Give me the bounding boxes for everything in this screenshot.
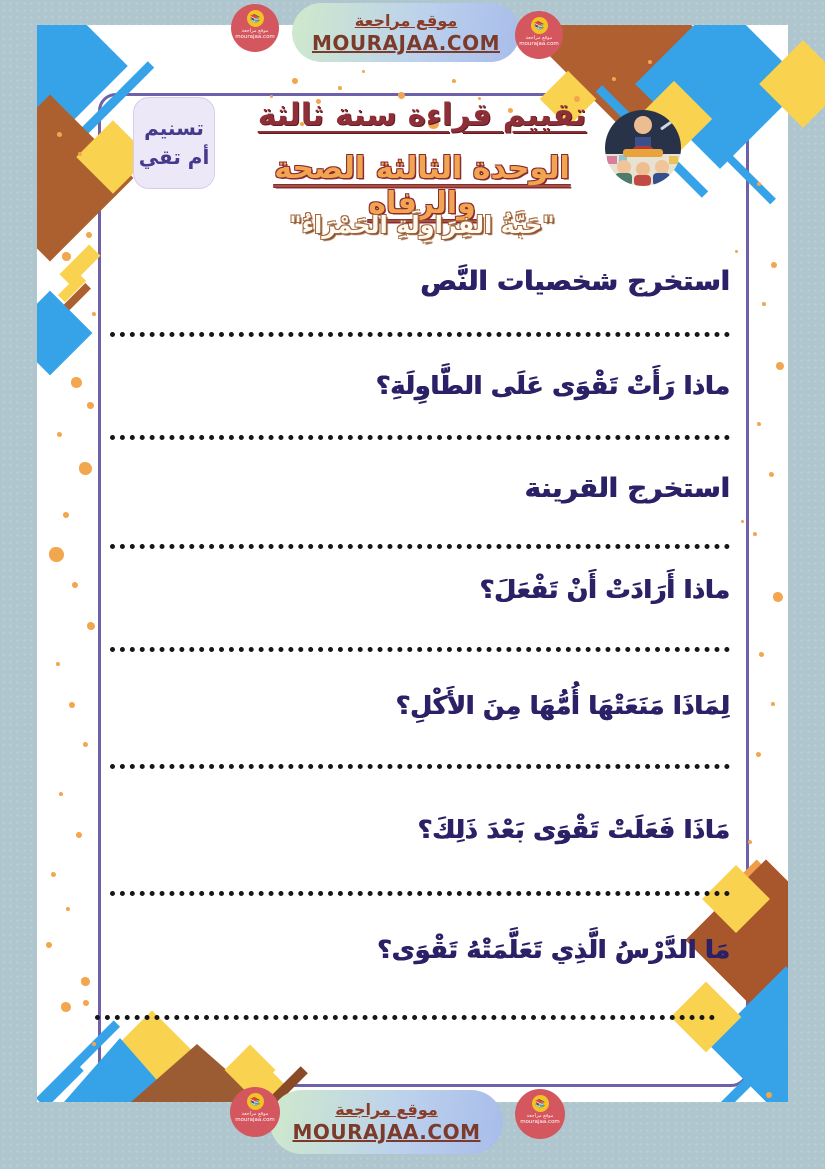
decor-splatter-dot <box>92 312 96 316</box>
decor-splatter-dot <box>56 662 60 666</box>
badge-site-domain: mourajaa.com <box>520 1119 560 1125</box>
decor-splatter-dot <box>59 792 63 796</box>
mourajaa-badge <box>230 1087 280 1137</box>
story-title: "حَبَّةُ الفِرَاوِلَةِ الحَمْرَاءُ" <box>289 211 555 239</box>
badge-site-name: موقع مراجعة <box>241 1111 269 1117</box>
decor-splatter-dot <box>63 512 69 518</box>
decor-splatter-dot <box>51 872 56 877</box>
answer-line-5 <box>110 764 730 769</box>
decor-splatter-dot <box>86 232 92 238</box>
book-icon: 📚 <box>532 1095 549 1112</box>
decor-splatter-dot <box>612 77 616 81</box>
decor-splatter-dot <box>71 377 82 388</box>
question-5: لِمَاذَا مَنَعَتْهَا أُمُّهَا مِنَ الأَكْلِ؟ <box>395 691 730 720</box>
decor-splatter-dot <box>79 462 92 475</box>
question-7: مَا الدَّرْسُ الَّذِي تَعَلَّمَتْهُ تَقْوَى؟ <box>377 935 730 964</box>
question-4: ماذا أَرَادَتْ أَنْ تَفْعَلَ؟ <box>479 575 730 604</box>
decor-splatter-dot <box>756 752 761 757</box>
decor-splatter-dot <box>72 582 78 588</box>
student-name-box <box>133 97 215 189</box>
decor-splatter-dot <box>66 907 70 911</box>
decor-splatter-dot <box>57 132 62 137</box>
decor-splatter-dot <box>69 702 75 708</box>
decor-splatter-dot <box>648 60 652 64</box>
site-name-arabic: موقع مراجعة <box>335 1100 438 1119</box>
decor-splatter-dot <box>362 70 365 73</box>
unit-title: الوحدة الثالثة الصحة والرفاه <box>274 151 570 221</box>
decor-splatter-dot <box>748 840 752 844</box>
decor-splatter-dot <box>292 78 298 84</box>
avatar-image <box>605 110 681 186</box>
question-6: مَاذَا فَعَلَتْ تَقْوَى بَعْدَ ذَلِكَ؟ <box>417 815 730 844</box>
badge-site-domain: mourajaa.com <box>235 1117 275 1123</box>
badge-site-name: موقع مراجعة <box>526 1113 554 1119</box>
decor-splatter-dot <box>87 402 94 409</box>
mourajaa-badge <box>515 11 563 59</box>
decor-splatter-dot <box>773 592 783 602</box>
decor-splatter-dot <box>92 1042 96 1046</box>
question-1: استخرج شخصيات النَّص <box>420 266 730 297</box>
page-title: تقييم قراءة سنة ثالثة <box>257 97 587 133</box>
avatar-illustration <box>605 110 681 186</box>
decor-splatter-dot <box>76 832 82 838</box>
decor-splatter-dot <box>741 520 744 523</box>
decor-splatter-dot <box>766 1092 772 1098</box>
mourajaa-badge <box>231 4 279 52</box>
decor-splatter-dot <box>757 422 761 426</box>
badge-site-domain: mourajaa.com <box>519 41 559 47</box>
decor-splatter-dot <box>771 702 775 706</box>
site-name-arabic: موقع مراجعة <box>354 10 458 30</box>
decor-splatter-dot <box>753 532 757 536</box>
site-domain: MOURAJAA.COM <box>312 30 500 55</box>
decor-splatter-dot <box>776 362 784 370</box>
site-banner-top <box>292 3 520 62</box>
decor-splatter-dot <box>83 742 88 747</box>
decor-splatter-dot <box>769 472 774 477</box>
decor-splatter-dot <box>338 86 342 90</box>
decor-splatter-dot <box>759 652 764 657</box>
decor-splatter-dot <box>81 977 90 986</box>
book-icon: 📚 <box>531 17 548 34</box>
question-2: ماذا رَأَتْ تَقْوَى عَلَى الطَّاوِلَةِ؟ <box>376 371 730 400</box>
badge-site-name: موقع مراجعة <box>525 35 553 41</box>
decor-splatter-dot <box>46 942 52 948</box>
answer-line-6 <box>110 891 730 896</box>
student-name-line2: أم تقي <box>138 145 210 169</box>
answer-line-7 <box>95 1015 715 1020</box>
decor-splatter-dot <box>57 432 62 437</box>
question-3: استخرج القرينة <box>524 473 730 504</box>
answer-line-2 <box>110 435 730 440</box>
badge-site-domain: mourajaa.com <box>235 34 275 40</box>
decor-splatter-dot <box>61 1002 71 1012</box>
decor-splatter-dot <box>62 252 71 261</box>
decor-splatter-dot <box>83 1000 89 1006</box>
book-icon: 📚 <box>247 10 264 27</box>
decor-splatter-dot <box>87 622 95 630</box>
decor-splatter-dot <box>452 79 456 83</box>
student-name-line1: تسنيم <box>144 116 204 140</box>
site-domain: MOURAJAA.COM <box>292 1120 481 1144</box>
site-banner-bottom <box>270 1090 503 1154</box>
answer-line-1 <box>110 332 730 337</box>
decor-splatter-dot <box>735 250 738 253</box>
answer-line-4 <box>110 647 730 652</box>
decor-splatter-dot <box>762 302 766 306</box>
book-icon: 📚 <box>247 1093 264 1110</box>
answer-line-3 <box>110 544 730 549</box>
badge-site-name: موقع مراجعة <box>241 28 269 34</box>
decor-splatter-dot <box>757 182 761 186</box>
decor-splatter-dot <box>49 547 64 562</box>
decor-splatter-dot <box>771 262 777 268</box>
decor-splatter-dot <box>78 152 82 156</box>
mourajaa-badge <box>515 1089 565 1139</box>
